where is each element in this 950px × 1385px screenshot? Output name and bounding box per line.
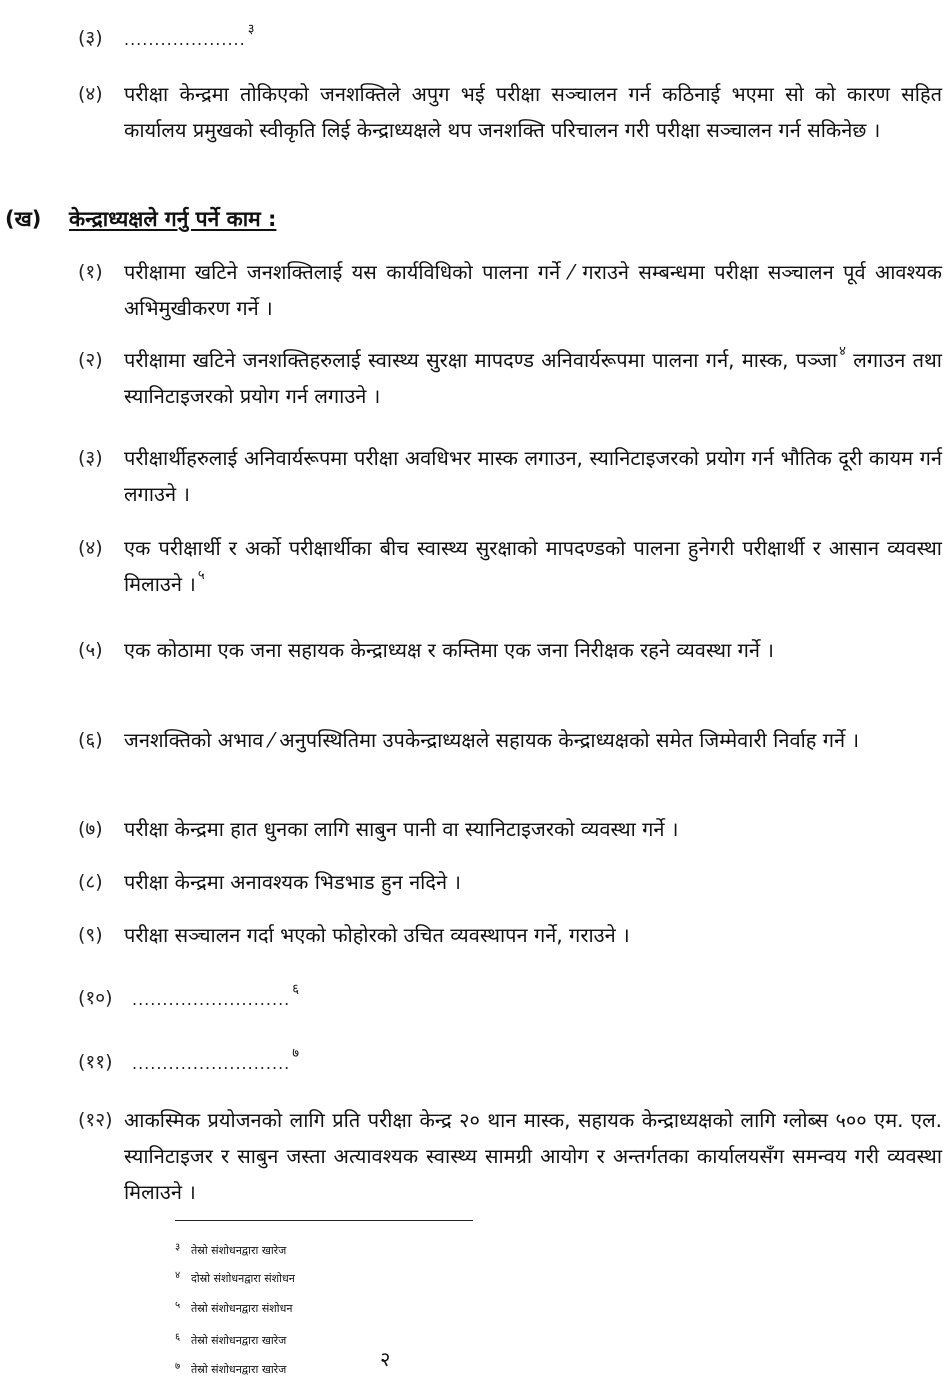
- item-text: [124, 20, 942, 58]
- item-number: (६): [78, 729, 103, 751]
- footnote-symbol: ६: [175, 1332, 181, 1343]
- footnote-symbol: ५: [175, 1300, 181, 1311]
- item-number: (८): [78, 871, 103, 893]
- footnote: [175, 1298, 292, 1317]
- item-text: परीक्षा केन्द्रमा तोकिएको जनशक्तिले अपुग भई परीक्षा सञ्चालन गर्न कठिनाई भएमा सो को कारण सहित कार्यालय प्रमुखको स्वीकृति लिई केन्द्राध्यक्षले थप जनशक्ति परिचालन गरी परीक्षा सञ्चालन गर्न सकिनेछ ।: [124, 82, 942, 142]
- item-number: (१२): [78, 1109, 113, 1131]
- item-text: परीक्षार्थीहरुलाई अनिवार्यरूपमा परीक्षा अवधिभर मास्क लगाउन, स्यानिटाइजरको प्रयोग गर्न भौतिक दूरी कायम गर्न लगाउने ।: [124, 446, 942, 506]
- footnote-text: तेस्रो संशोधनद्वारा खारेज: [191, 1244, 287, 1257]
- removed-text-dots: ..........................: [132, 1054, 291, 1073]
- item-number: (९): [78, 924, 103, 946]
- item-number: (११): [78, 1051, 113, 1073]
- item-number: (३): [78, 447, 103, 469]
- item-text: [132, 980, 942, 1018]
- footnote-marker: ७: [292, 1046, 299, 1062]
- item-text: आकस्मिक प्रयोजनको लागि प्रति परीक्षा केन्द्र २० थान मास्क, सहायक केन्द्राध्यक्षको लागि ग्लोब्स ५०० एम. एल. स्यानिटाइजर र साबुन जस्ता अत्यावश्यक स्वास्थ्य सामग्री आयोग र अन्तर्गतका कार्यालयसँग समन्वय गरी व्यवस्था मिलाउने ।: [124, 1108, 942, 1204]
- item-text: परीक्षा केन्द्रमा अनावश्यक भिडभाड हुन नदिने ।: [124, 870, 462, 894]
- item-text: [124, 342, 942, 414]
- footnote-symbol: ३: [175, 1242, 181, 1253]
- footnote-marker: ५: [197, 568, 205, 584]
- item-text: [132, 1044, 942, 1082]
- footnote: [175, 1330, 286, 1349]
- item-number: (७): [78, 818, 103, 840]
- footnote-text: तेस्रो संशोधनद्वारा संशोधन: [191, 1302, 293, 1315]
- item-text: जनशक्तिको अभाव ⁄ अनुपस्थितिमा उपकेन्द्राध्यक्षले सहायक केन्द्राध्यक्षको समेत जिम्मेवारी निर्वाह गर्ने ।: [124, 728, 860, 752]
- item-text: परीक्षा केन्द्रमा हात धुनका लागि साबुन पानी वा स्यानिटाइजरको व्यवस्था गर्ने ।: [124, 817, 679, 841]
- footnote-marker: ६: [292, 982, 299, 998]
- item-number: (४): [78, 537, 103, 559]
- item-text: एक कोठामा एक जना सहायक केन्द्राध्यक्ष र कम्तिमा एक जना निरीक्षक रहने व्यवस्था गर्ने ।: [124, 638, 774, 662]
- footnote-text: दोस्रो संशोधनद्वारा संशोधन: [191, 1272, 295, 1285]
- footnote-separator: [175, 1220, 473, 1221]
- item-text-part: परीक्षामा खटिने जनशक्तिहरुलाई स्वास्थ्य सुरक्षा मापदण्ड अनिवार्यरूपमा पालना गर्न, मास्क, पञ्जा: [124, 348, 838, 372]
- item-text: [124, 530, 942, 602]
- footnote: [175, 1268, 295, 1287]
- item-text: परीक्षामा खटिने जनशक्तिलाई यस कार्यविधिको पालना गर्ने ⁄ गराउने सम्बन्धमा परीक्षा सञ्चालन पूर्व आवश्यक अभिमुखीकरण गर्ने ।: [124, 260, 942, 320]
- item-number: (२): [78, 349, 103, 371]
- item-text-part: लगाउन तथा स्यानिटाइजरको प्रयोग गर्न लगाउने ।: [124, 348, 942, 408]
- removed-text-dots: ..........................: [132, 990, 291, 1009]
- item-text-part: एक परीक्षार्थी र अर्को परीक्षार्थीका बीच स्वास्थ्य सुरक्षाको मापदण्डको पालना हुनेगरी परीक्षार्थी र आसान व्यवस्था मिलाउने ।: [124, 536, 942, 596]
- item-text: परीक्षा सञ्चालन गर्दा भएको फोहोरको उचित व्यवस्थापन गर्ने, गराउने ।: [124, 923, 630, 947]
- footnote-symbol: ४: [175, 1270, 181, 1281]
- footnote-symbol: ७: [175, 1361, 181, 1372]
- footnote-text: तेस्रो संशोधनद्वारा खारेज: [191, 1363, 287, 1376]
- section-heading: [5, 204, 276, 234]
- footnote: [175, 1359, 286, 1378]
- footnote-marker: ३: [247, 22, 255, 38]
- footnote-text: तेस्रो संशोधनद्वारा खारेज: [191, 1334, 287, 1347]
- item-number: (५): [78, 639, 103, 661]
- section-title: केन्द्राध्यक्षले गर्नु पर्ने काम :: [69, 207, 277, 231]
- section-label: (ख): [5, 207, 42, 231]
- page-number: २: [380, 1347, 391, 1371]
- item-number: (३): [78, 27, 103, 49]
- item-number: (१०): [78, 987, 113, 1009]
- item-number: (१): [78, 261, 103, 283]
- item-number: (४): [78, 83, 103, 105]
- removed-text-dots: ....................: [124, 30, 246, 49]
- footnote: [175, 1240, 286, 1259]
- footnote-marker: ४: [839, 344, 846, 360]
